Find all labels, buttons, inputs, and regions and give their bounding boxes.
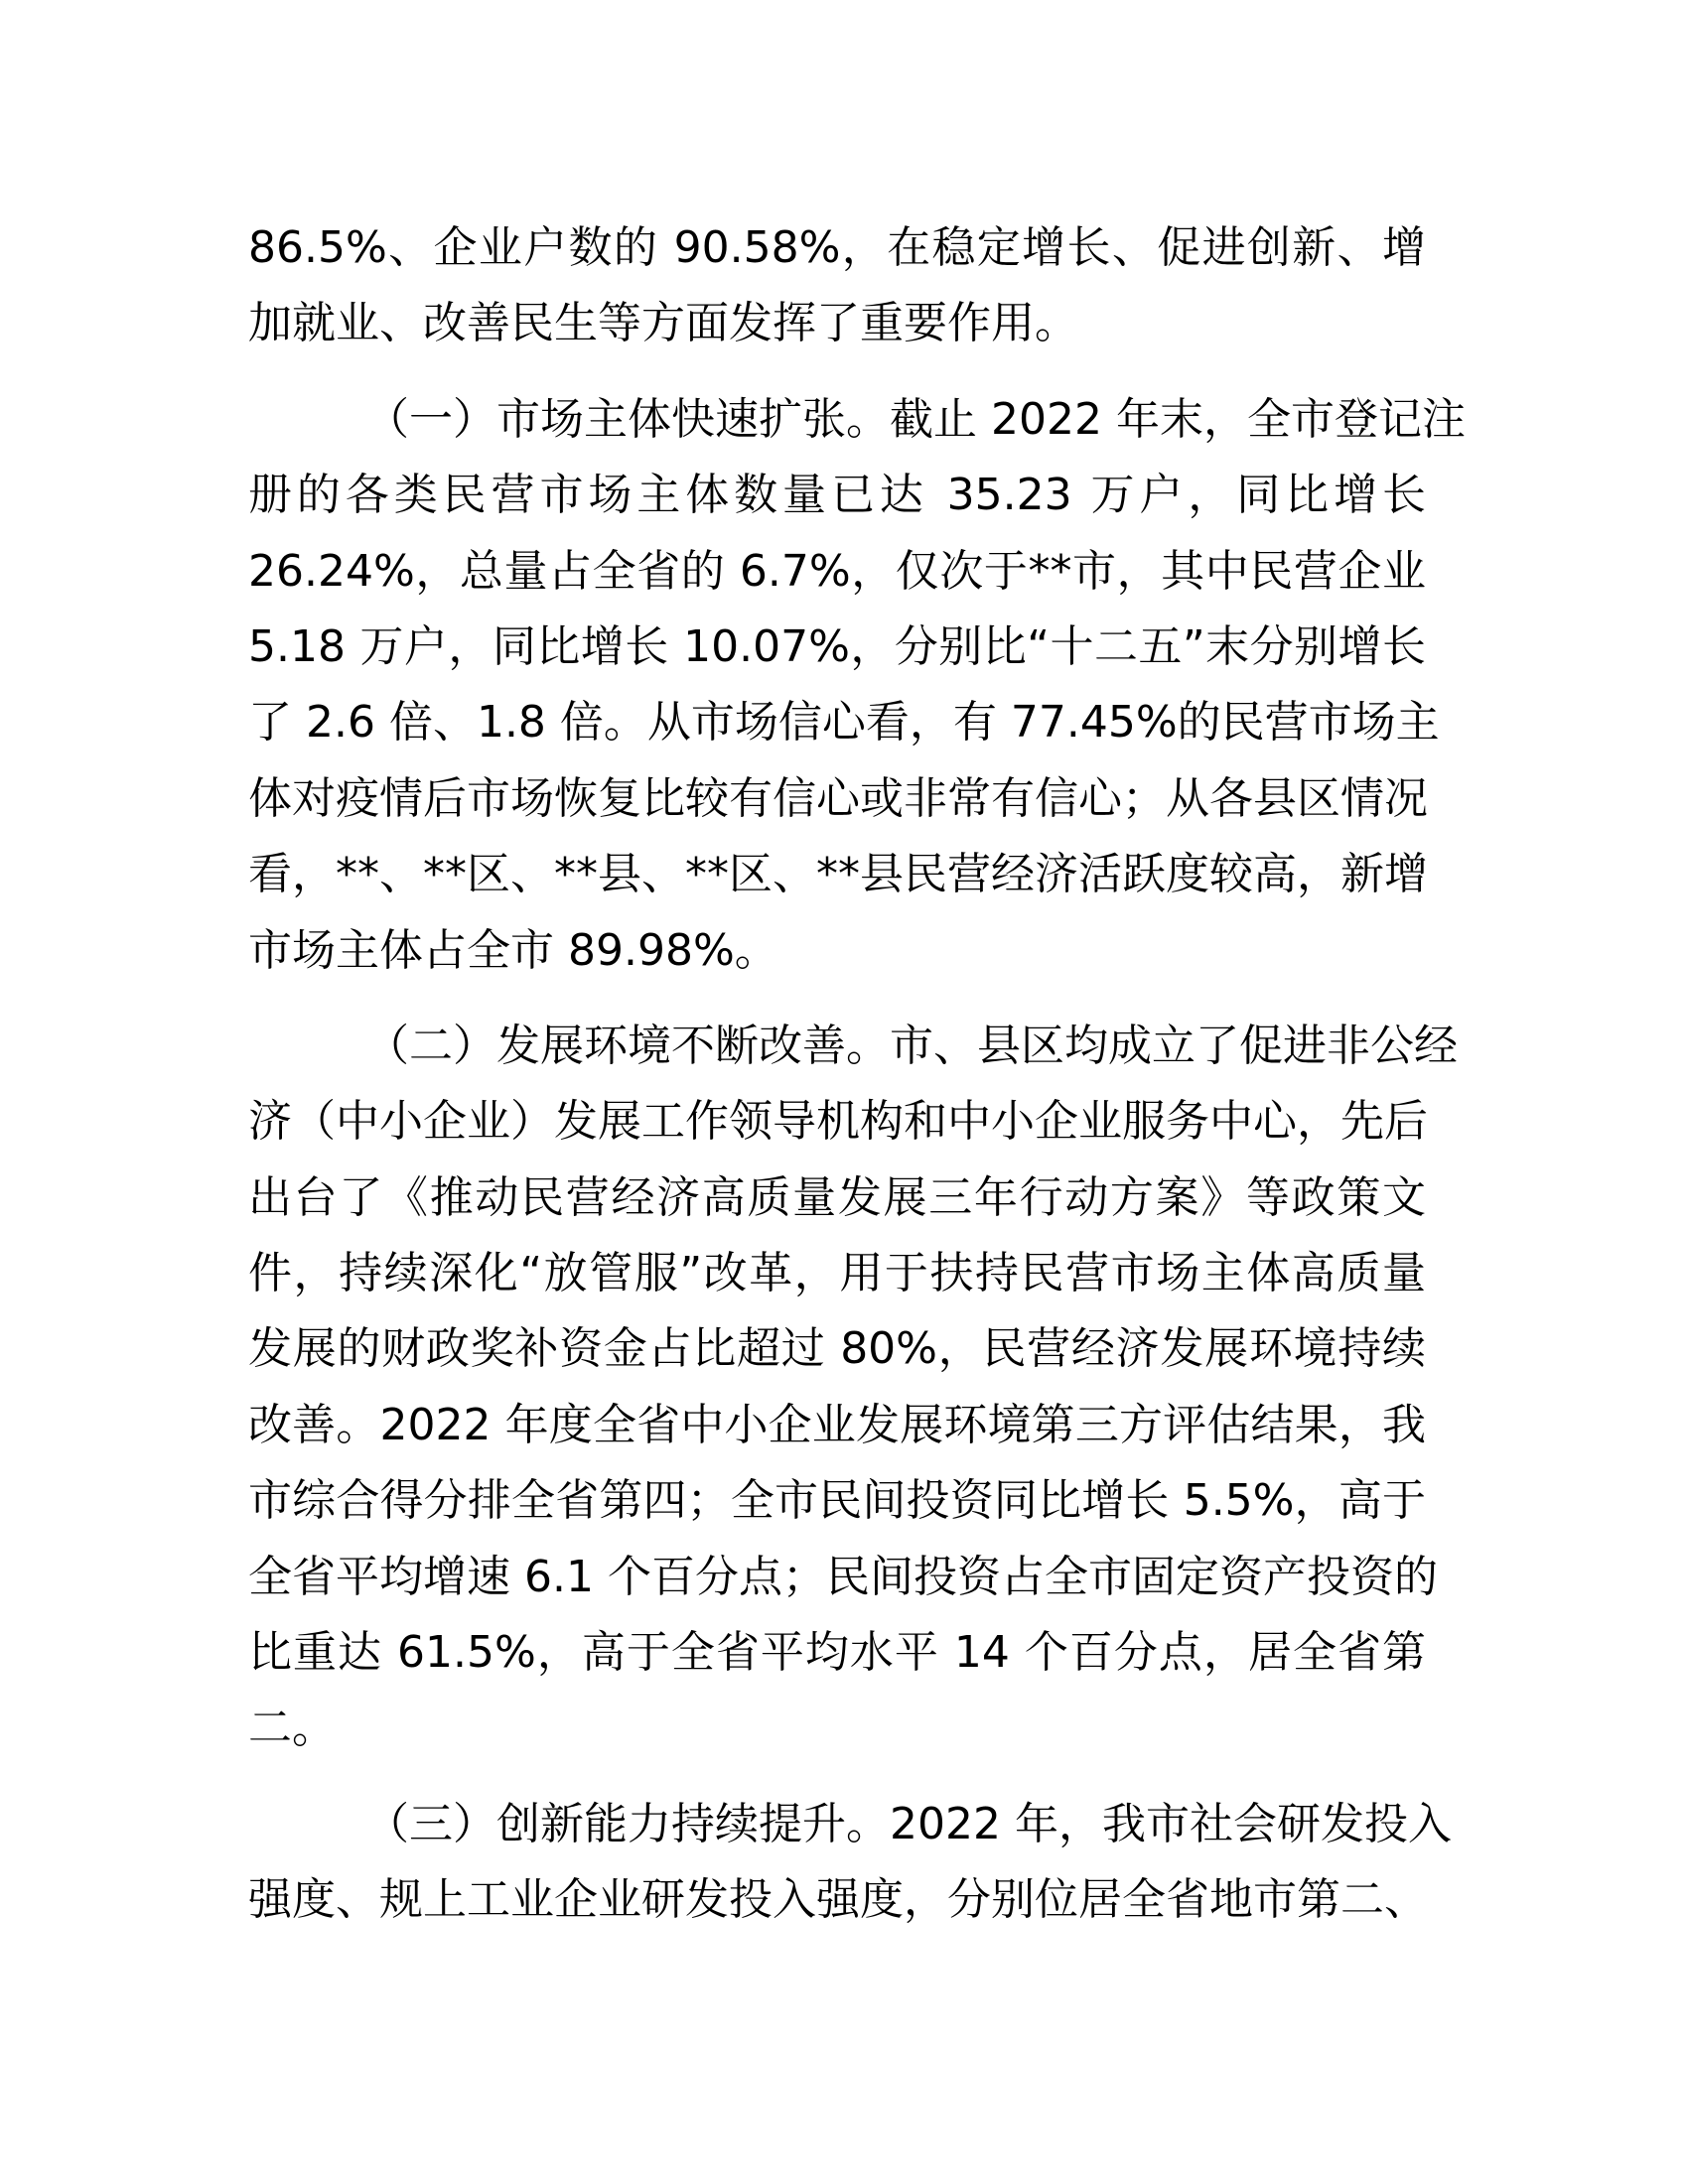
paragraph [248,210,1426,362]
paragraph [248,1787,1452,1939]
text-line: 改善。2022 年度全省中小企业发展环境第三方评估结果，我 [248,1399,1426,1450]
text-line: （一）市场主体快速扩张。截止 2022 年末，全市登记注 [365,393,1466,445]
text-line: 86.5%、企业户数的 90.58%，在稳定增长、促进创新、增 [248,222,1426,273]
text-line: 市场主体占全市 89.98%。 [248,924,778,976]
text-line: 市综合得分排全省第四；全市民间投资同比增长 5.5%，高于 [248,1475,1426,1527]
text-line: 加就业、改善民生等方面发挥了重要作用。 [248,298,1078,349]
text-line: （三）创新能力持续提升。2022 年，我市社会研发投入 [365,1798,1452,1849]
paragraph [248,1009,1458,1767]
document-page [248,210,1466,1959]
text-line: 二。 [248,1703,336,1754]
text-line: 比重达 61.5%，高于全省平均水平 14 个百分点，居全省第 [248,1627,1426,1679]
text-line: 强度、规上工业企业研发投入强度，分别位居全省地市第二、 [248,1874,1428,1926]
text-line: 件，持续深化“放管服”改革，用于扶持民营市场主体高质量 [248,1248,1426,1299]
text-line: 发展的财政奖补资金占比超过 80%，民营经济发展环境持续 [248,1323,1426,1375]
text-line: 看，**、**区、**县、**区、**县民营经济活跃度较高，新增 [248,849,1428,900]
text-line: 了 2.6 倍、1.8 倍。从市场信心看，有 77.45%的民营市场主 [248,697,1440,749]
text-line: 体对疫情后市场恢复比较有信心或非常有信心；从各县区情况 [248,772,1428,824]
text-line: 册的各类民营市场主体数量已达 35.23 万户，同比增长 [248,470,1426,521]
text-line: 26.24%，总量占全省的 6.7%，仅次于**市，其中民营企业 [248,545,1426,597]
text-line: （二）发展环境不断改善。市、县区均成立了促进非公经 [365,1020,1458,1071]
text-line: 5.18 万户，同比增长 10.07%，分别比“十二五”末分别增长 [248,620,1426,672]
text-line: 出台了《推动民营经济高质量发展三年行动方案》等政策文 [248,1171,1426,1223]
text-line: 全省平均增速 6.1 个百分点；民间投资占全市固定资产投资的 [248,1551,1438,1602]
text-line: 济（中小企业）发展工作领导机构和中小企业服务中心，先后 [248,1096,1428,1148]
paragraph [248,382,1466,989]
